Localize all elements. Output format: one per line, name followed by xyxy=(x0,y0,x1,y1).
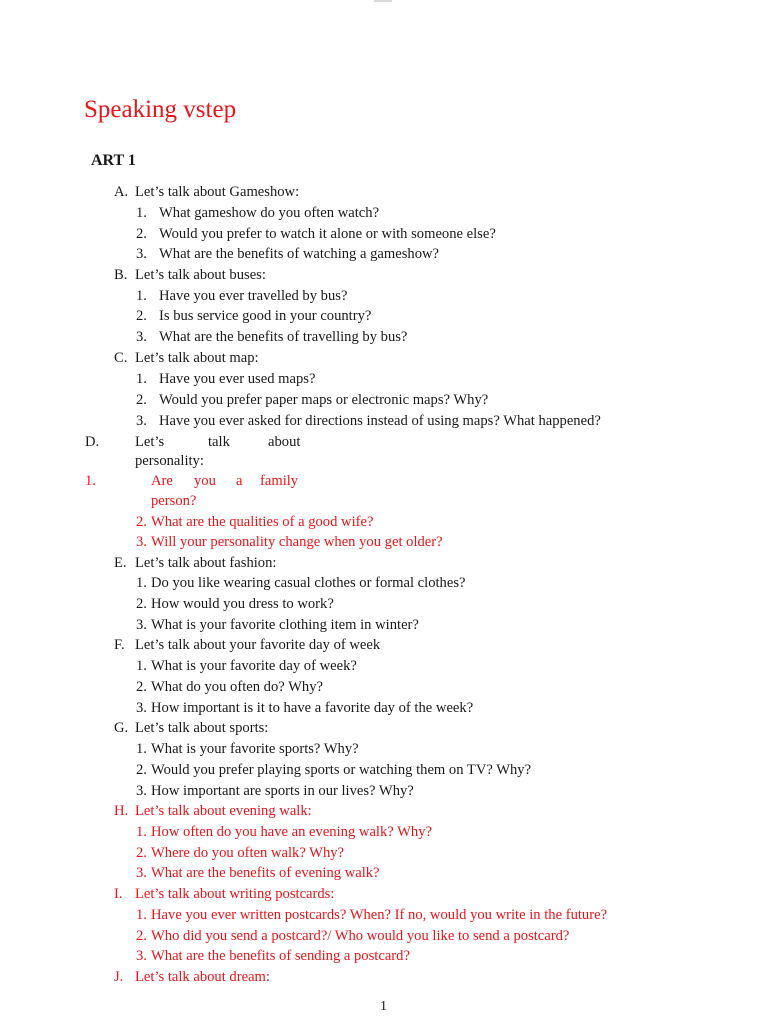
question-text: Would you prefer to watch it alone or with someone else? xyxy=(159,226,496,242)
section-e-heading xyxy=(114,554,277,572)
question-text: Would you prefer paper maps or electronic maps? Why? xyxy=(159,392,489,408)
question-item xyxy=(136,927,570,945)
question-number: 2. xyxy=(136,845,147,861)
section-letter: I. xyxy=(114,886,123,902)
section-letter: B. xyxy=(114,267,128,283)
question-item xyxy=(136,595,334,613)
page-number: 1 xyxy=(380,999,387,1014)
question-text: What do you often do? Why? xyxy=(151,679,323,695)
question-item xyxy=(136,533,443,551)
question-item xyxy=(136,391,489,409)
question-number: 2. xyxy=(136,679,147,695)
section-letter: J. xyxy=(114,969,124,985)
question-item xyxy=(136,513,374,531)
question-text: What are the benefits of evening walk? xyxy=(151,865,380,881)
question-number: 1. xyxy=(136,824,147,840)
question-number: 3. xyxy=(136,948,147,964)
question-text: What are the qualities of a good wife? xyxy=(151,514,374,530)
question-text: Have you ever used maps? xyxy=(159,371,316,387)
question-text: How important is it to have a favorite day of the week? xyxy=(151,700,474,716)
question-number: 2. xyxy=(136,308,147,324)
question-text: What are the benefits of watching a gameshow? xyxy=(159,246,440,262)
question-item xyxy=(136,678,323,696)
question-text: Where do you often walk? Why? xyxy=(151,845,345,861)
question-number: 2. xyxy=(136,762,147,778)
question-word: a xyxy=(236,473,243,489)
section-title: Let’s talk about Gameshow: xyxy=(135,184,300,200)
question-number: 3. xyxy=(136,534,147,550)
part-heading: ART 1 xyxy=(91,152,136,169)
question-item xyxy=(136,699,474,717)
question-item xyxy=(136,370,316,388)
section-letter: F. xyxy=(114,637,125,653)
header-mark xyxy=(374,0,392,2)
question-item xyxy=(136,761,532,779)
question-item xyxy=(136,844,345,862)
question-text: Have you ever travelled by bus? xyxy=(159,288,348,304)
section-b-heading xyxy=(114,266,266,284)
question-item xyxy=(136,245,440,263)
section-letter: A. xyxy=(114,184,129,200)
heading-word: talk xyxy=(208,434,230,450)
question-number: 1. xyxy=(136,741,147,757)
section-letter: G. xyxy=(114,720,129,736)
question-text: What is your favorite sports? Why? xyxy=(151,741,359,757)
question-item xyxy=(136,307,372,325)
question-number: 1. xyxy=(136,575,147,591)
question-text: What is your favorite day of week? xyxy=(151,658,357,674)
question-word: you xyxy=(194,473,216,489)
question-number: 3. xyxy=(136,329,147,345)
question-text: What gameshow do you often watch? xyxy=(159,205,380,221)
question-item xyxy=(136,287,348,305)
question-text: What is your favorite clothing item in winter? xyxy=(151,617,419,633)
question-text: How important are sports in our lives? Why? xyxy=(151,783,414,799)
section-h-heading xyxy=(114,802,312,820)
question-item xyxy=(136,906,608,924)
section-title: Let’s talk about dream: xyxy=(135,969,270,985)
question-item xyxy=(136,225,496,243)
section-a-heading xyxy=(114,183,300,201)
question-number: 3. xyxy=(136,246,147,262)
question-item xyxy=(136,204,380,222)
question-item xyxy=(136,782,414,800)
section-i-heading xyxy=(114,885,335,903)
question-number: 1. xyxy=(136,907,147,923)
heading-word: about xyxy=(268,434,301,450)
question-word: Are xyxy=(151,473,173,489)
question-number: 1. xyxy=(85,473,96,489)
question-number: 2. xyxy=(136,928,147,944)
question-item xyxy=(136,657,357,675)
heading-word: Let’s xyxy=(135,434,165,450)
question-text: What are the benefits of travelling by bus? xyxy=(159,329,408,345)
question-number: 2. xyxy=(136,392,147,408)
question-text: Will your personality change when you get older? xyxy=(151,534,443,550)
question-text: How often do you have an evening walk? Why? xyxy=(151,824,432,840)
section-title: Let’s talk about sports: xyxy=(135,720,269,736)
section-c-heading xyxy=(114,349,259,367)
section-title: Let’s talk about buses: xyxy=(135,267,266,283)
section-j-heading xyxy=(114,968,270,986)
section-d-heading-wrap: personality: xyxy=(135,453,204,469)
question-text: Have you ever written postcards? When? If no, would you write in the future? xyxy=(151,907,608,923)
question-number: 3. xyxy=(136,617,147,633)
section-f-heading xyxy=(114,636,381,654)
section-letter: H. xyxy=(114,803,129,819)
document-title: Speaking vstep xyxy=(84,96,237,123)
question-number: 1. xyxy=(136,288,147,304)
question-item xyxy=(136,823,432,841)
section-letter: C. xyxy=(114,350,128,366)
question-item xyxy=(136,574,466,592)
question-number: 3. xyxy=(136,783,147,799)
question-item xyxy=(136,412,601,430)
question-item xyxy=(136,864,380,882)
question-number: 3. xyxy=(136,865,147,881)
section-title: Let’s talk about fashion: xyxy=(135,555,277,571)
question-item xyxy=(136,616,419,634)
section-title: Let’s talk about map: xyxy=(135,350,259,366)
question-item xyxy=(136,947,410,965)
question-number: 2. xyxy=(136,226,147,242)
question-text: Have you ever asked for directions instead of using maps? What happened? xyxy=(159,413,601,429)
section-title: Let’s talk about your favorite day of week xyxy=(135,637,381,653)
question-number: 3. xyxy=(136,413,147,429)
section-g-heading xyxy=(114,719,269,737)
question-text: What are the benefits of sending a postcard? xyxy=(151,948,410,964)
question-number: 3. xyxy=(136,700,147,716)
question-number: 1. xyxy=(136,371,147,387)
question-number: 1. xyxy=(136,658,147,674)
question-item xyxy=(136,328,408,346)
section-title: Let’s talk about evening walk: xyxy=(135,803,312,819)
question-number: 2. xyxy=(136,514,147,530)
question-item xyxy=(136,740,359,758)
question-text: Is bus service good in your country? xyxy=(159,308,372,324)
question-word: family xyxy=(260,473,299,489)
section-title: Let’s talk about writing postcards: xyxy=(135,886,335,902)
question-text: Who did you send a postcard?/ Who would you like to send a postcard? xyxy=(151,928,570,944)
section-letter: E. xyxy=(114,555,127,571)
question-number: 2. xyxy=(136,596,147,612)
question-text: Do you like wearing casual clothes or formal clothes? xyxy=(151,575,466,591)
question-number: 1. xyxy=(136,205,147,221)
question-text-wrap: person? xyxy=(151,493,197,509)
section-letter: D. xyxy=(85,434,100,450)
question-text: Would you prefer playing sports or watching them on TV? Why? xyxy=(151,762,532,778)
question-text: How would you dress to work? xyxy=(151,596,334,612)
